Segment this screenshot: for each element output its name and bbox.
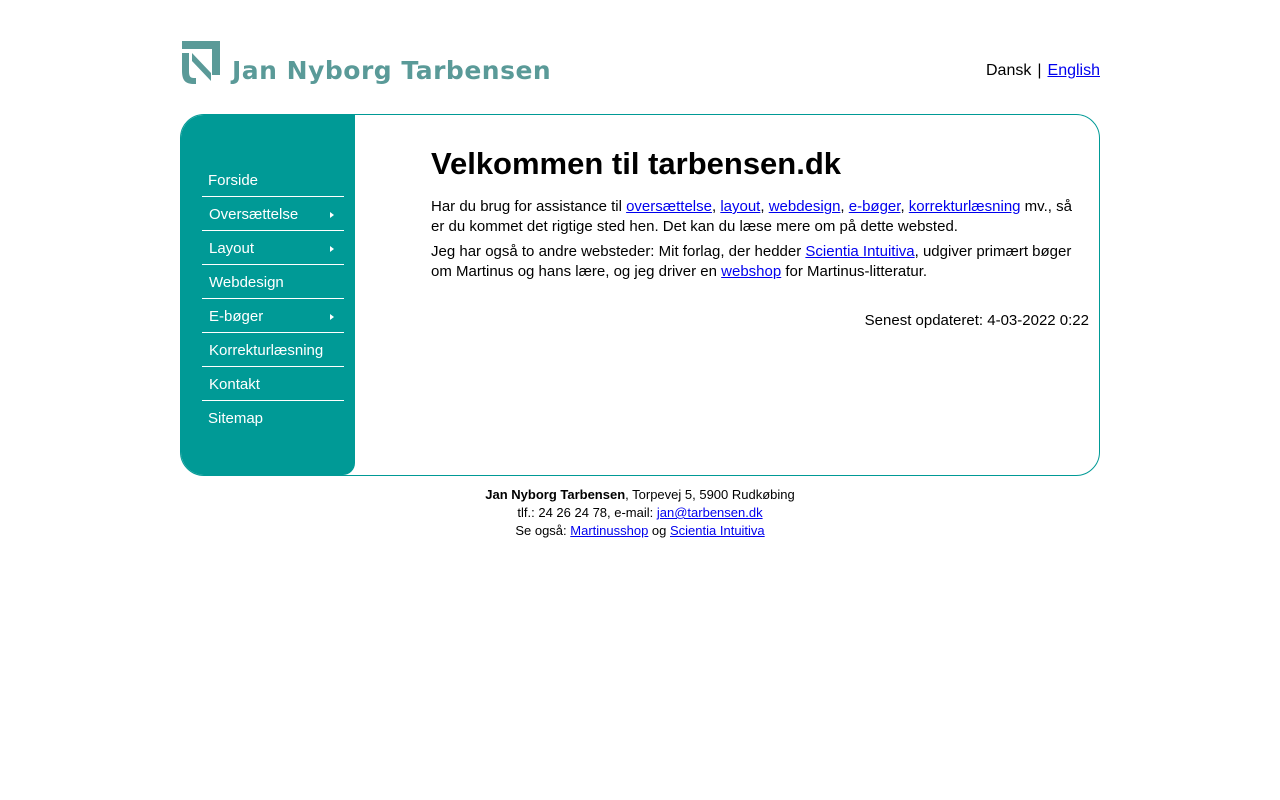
link-ebooks[interactable]: e-bøger: [848, 198, 901, 215]
other-sites-paragraph: [431, 242, 1089, 282]
footer: [0, 486, 1280, 540]
content-frame: [180, 114, 1100, 476]
footer-link-martinusshop[interactable]: Martinusshop: [570, 523, 649, 538]
nav-item-ebooks[interactable]: [202, 299, 344, 333]
intro-tail: mv., så er du kommet det rigtige sted hen. Det kan du læse mere om på dette websted.: [431, 198, 1072, 235]
nav-item-contact[interactable]: [202, 367, 344, 401]
nav-item-oversaettelse[interactable]: [202, 197, 344, 231]
nav-item-label: Oversættelse: [209, 206, 299, 223]
footer-name: Jan Nyborg Tarbensen: [485, 487, 626, 502]
logo-text: Jan Nyborg Tarbensen: [232, 56, 552, 85]
link-layout[interactable]: layout: [720, 198, 761, 215]
intro-lead: Har du brug for assistance til: [431, 198, 627, 215]
link-translation[interactable]: oversættelse: [626, 198, 712, 215]
footer-contact-line: [0, 504, 1280, 522]
link-proofreading[interactable]: korrekturlæsning: [908, 198, 1021, 215]
nav-item-layout[interactable]: [202, 231, 344, 265]
nav-item-label: Forside: [208, 172, 259, 189]
nav-item-label: E-bøger: [209, 308, 264, 325]
nav-item-proofreading[interactable]: [202, 333, 344, 367]
nav-item-label: Webdesign: [209, 274, 284, 291]
other-sites-mid: , udgiver primært bøger om Martinus og hans lære, og jeg driver en: [431, 243, 1072, 280]
sidebar: [181, 115, 355, 475]
intro-paragraph: Har du brug for assistance til oversættelse, layout, webdesign, e-bøger, korrekturlæsning mv., så er du kommet det rigtige sted hen. Det kan du læse mere om på dette websted.: [431, 198, 1072, 235]
lang-english-link[interactable]: English: [1047, 62, 1100, 79]
site-logo[interactable]: [180, 37, 551, 85]
footer-address: , Torpevej 5, 5900 Rudkøbing: [625, 487, 795, 502]
footer-see-also-line: [0, 522, 1280, 540]
nav-item-forside[interactable]: [202, 163, 344, 197]
main-content: [431, 145, 1089, 329]
footer-and: og: [648, 523, 670, 538]
logo-mark-icon: [180, 41, 222, 85]
submenu-arrow-icon: [330, 212, 334, 218]
nav-item-sitemap[interactable]: [202, 401, 344, 434]
page-title: Velkommen til tarbensen.dk: [431, 146, 842, 181]
submenu-arrow-icon: [330, 314, 334, 320]
footer-link-scientia-intuitiva[interactable]: Scientia Intuitiva: [670, 523, 765, 538]
nav-item-label: Korrekturlæsning: [209, 342, 324, 359]
lang-current: Dansk: [986, 62, 1032, 79]
lang-separator: |: [1037, 62, 1042, 79]
language-switcher: [986, 62, 1100, 80]
link-webdesign[interactable]: webdesign: [768, 198, 841, 215]
nav-item-label: Layout: [209, 240, 255, 257]
footer-address-line: [0, 486, 1280, 504]
main-nav: [202, 163, 344, 434]
submenu-arrow-icon: [330, 246, 334, 252]
nav-item-webdesign[interactable]: [202, 265, 344, 299]
nav-item-label: Sitemap: [208, 410, 264, 427]
footer-email-link[interactable]: jan@tarbensen.dk: [656, 505, 763, 520]
footer-phone: tlf.: 24 26 24 78, e-mail:: [517, 505, 657, 520]
nav-item-label: Kontakt: [209, 376, 260, 393]
link-scientia-intuitiva[interactable]: Scientia Intuitiva: [805, 243, 915, 260]
other-sites-tail: for Martinus-litteratur.: [781, 263, 928, 280]
footer-see-also-label: Se også:: [515, 523, 571, 538]
last-updated: Senest opdateret: 4-03-2022 0:22: [864, 312, 1089, 329]
link-webshop[interactable]: webshop: [721, 263, 782, 280]
other-sites-lead: Jeg har også to andre websteder: Mit forlag, der hedder: [431, 243, 806, 260]
